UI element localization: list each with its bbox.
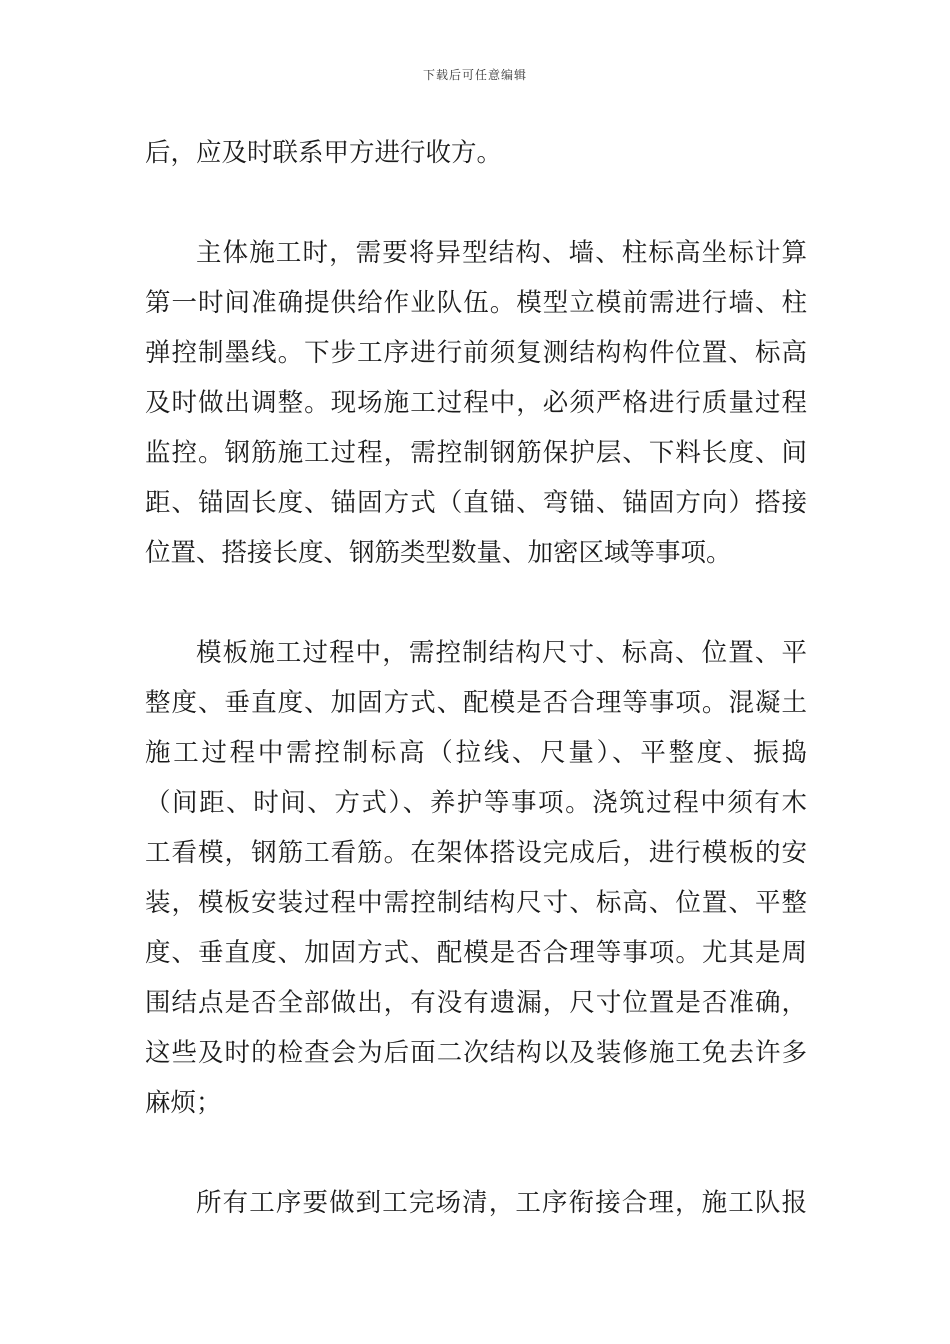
- text-line: 所有工序要做到工完场清，工序衔接合理，施工队报: [196, 1188, 807, 1218]
- document-body: [145, 128, 807, 1228]
- text-line: 后，应及时联系甲方进行收方。: [145, 138, 503, 168]
- text-line: 这些及时的检查会为后面二次结构以及装修施工免去许多: [145, 1038, 807, 1068]
- text-line: 距、锚固长度、锚固方式（直锚、弯锚、锚固方向）搭接: [145, 488, 807, 518]
- text-line: 度、垂直度、加固方式、配模是否合理等事项。尤其是周: [145, 938, 807, 968]
- text-line: 弹控制墨线。下步工序进行前须复测结构构件位置、标高: [145, 338, 807, 368]
- paragraph-gap: [145, 178, 807, 228]
- text-line: 整度、垂直度、加固方式、配模是否合理等事项。混凝土: [145, 688, 807, 718]
- text-line: 麻烦；: [145, 1088, 222, 1118]
- text-line: 围结点是否全部做出，有没有遗漏，尺寸位置是否准确，: [145, 988, 807, 1018]
- paragraph: [145, 228, 807, 578]
- text-line: 装，模板安装过程中需控制结构尺寸、标高、位置、平整: [145, 888, 807, 918]
- text-line: 模板施工过程中，需控制结构尺寸、标高、位置、平: [196, 638, 807, 668]
- text-line: 施工过程中需控制标高（拉线、尺量）、平整度、振捣: [145, 738, 807, 768]
- paragraph: [145, 1178, 807, 1228]
- text-line: 工看模，钢筋工看筋。在架体搭设完成后，进行模板的安: [145, 838, 807, 868]
- text-line: 第一时间准确提供给作业队伍。模型立模前需进行墙、柱: [145, 288, 807, 318]
- page-header: 下载后可任意编辑: [422, 68, 527, 82]
- paragraph-gap: [145, 578, 807, 628]
- paragraph: [145, 628, 807, 1128]
- text-line: 及时做出调整。现场施工过程中，必须严格进行质量过程: [145, 388, 807, 418]
- text-line: 位置、搭接长度、钢筋类型数量、加密区域等事项。: [145, 538, 732, 568]
- text-line: 监控。钢筋施工过程，需控制钢筋保护层、下料长度、间: [145, 438, 807, 468]
- text-line: （间距、时间、方式）、养护等事项。浇筑过程中须有木: [145, 788, 807, 818]
- text-line: 主体施工时，需要将异型结构、墙、柱标高坐标计算: [196, 238, 807, 268]
- paragraph: [145, 128, 807, 178]
- paragraph-gap: [145, 1128, 807, 1178]
